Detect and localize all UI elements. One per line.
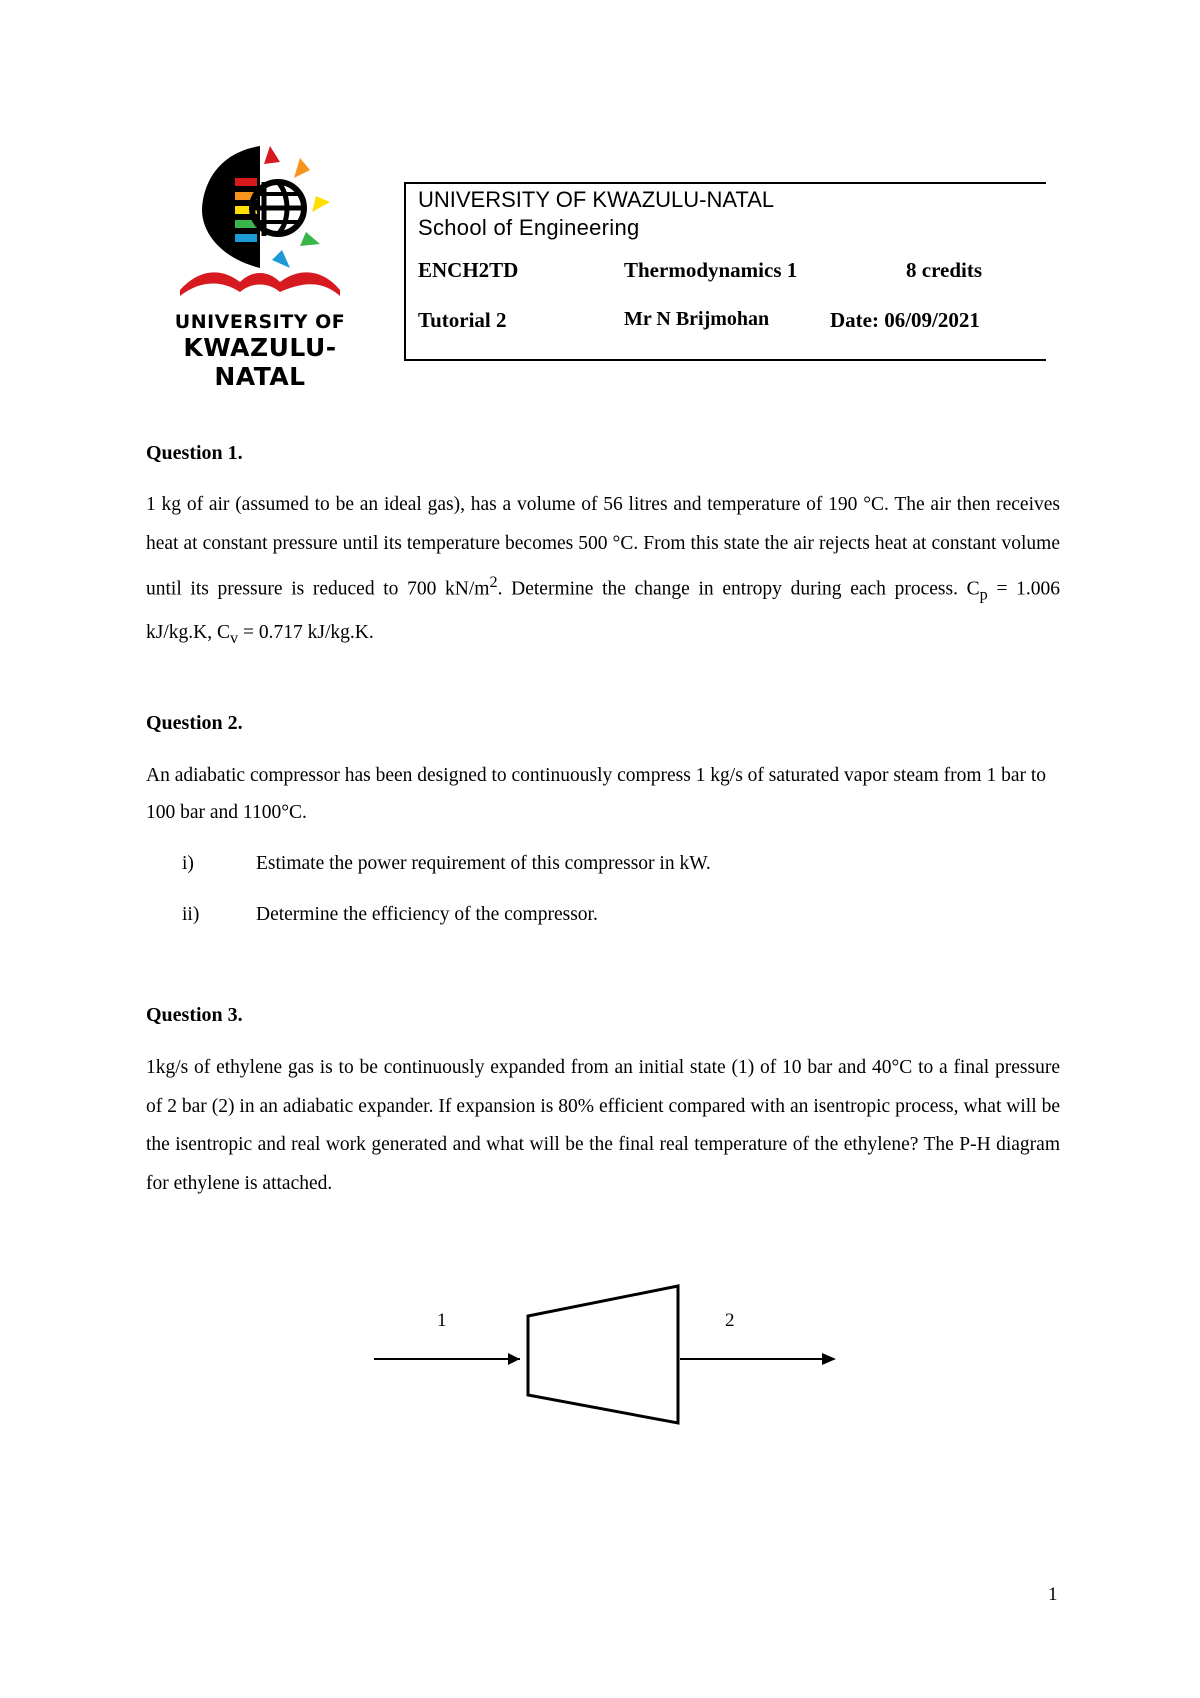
question-3-title: Question 3. [146, 1004, 243, 1026]
question-2-item-1-text: Estimate the power requirement of this compressor in kW. [256, 853, 711, 874]
question-3-text: 1kg/s of ethylene gas is to be continuously expanded from an initial state (1) of 10 bar and 40°C to a final pressure of 2 bar (2) in an adiabatic expander. If expansion is 80% efficient compared with an isentropic process, what will be the isentropic and real work generated and what will be the final real temperature of the ethylene? The P-H diagram for ethylene is attached. [146, 1057, 1060, 1194]
q1-text-d: = 0.717 kJ/kg.K. [238, 621, 374, 643]
q1-sub-p: p [979, 585, 988, 604]
outlet-arrow-icon [822, 1353, 836, 1365]
inlet-state-label: 1 [437, 1310, 447, 1331]
q1-text-a: 1 kg of air (assumed to be an ideal gas), has a volume of 56 litres and temperature of 190 °C. The air then receives heat at constant pressure until its temperature becomes 500 °C. From this state the air rejects heat at constant volume until its pressure is reduced to 700 kN/m [146, 494, 1060, 600]
question-2-text: An adiabatic compressor has been designed to continuously compress 1 kg/s of saturated vapor steam from 1 bar to 100 bar and 1100°C. [146, 765, 1047, 823]
q1-text-b: . Determine the change in entropy during each process. C [497, 578, 980, 600]
tutorial-date: Date: 06/09/2021 [830, 308, 980, 332]
q1-sub-v: v [229, 628, 239, 647]
logo-text-line2: KWAZULU-NATAL [183, 333, 337, 391]
university-logo [140, 140, 380, 391]
question-2-item-1-number: i) [182, 853, 194, 874]
question-1-text [146, 486, 1060, 657]
inlet-arrow-icon [508, 1353, 520, 1365]
expander-body [528, 1286, 678, 1423]
university-name: UNIVERSITY OF KWAZULU-NATAL [418, 187, 775, 212]
school-name: School of Engineering [418, 215, 640, 240]
lecturer-name: Mr N Brijmohan [624, 308, 770, 330]
question-2-title: Question 2. [146, 712, 243, 734]
q1-sup-2: 2 [489, 573, 498, 591]
tutorial-label: Tutorial 2 [418, 308, 507, 332]
course-credits: 8 credits [906, 258, 983, 282]
course-code: ENCH2TD [418, 258, 519, 282]
question-2-item-2-number: ii) [182, 904, 200, 925]
logo-text-line1: UNIVERSITY OF [174, 311, 346, 333]
university-crest-icon [140, 140, 380, 310]
outlet-state-label: 2 [725, 1310, 735, 1331]
question-2-item-2-text: Determine the efficiency of the compressor. [256, 904, 598, 925]
header-box [404, 182, 1046, 361]
expander-diagram [370, 1280, 840, 1430]
q1-text-c: = 1.006 kJ/kg.K, C [146, 578, 1061, 643]
page-number: 1 [1048, 1584, 1058, 1605]
question-1-title: Question 1. [146, 442, 243, 464]
course-name: Thermodynamics 1 [624, 258, 798, 282]
